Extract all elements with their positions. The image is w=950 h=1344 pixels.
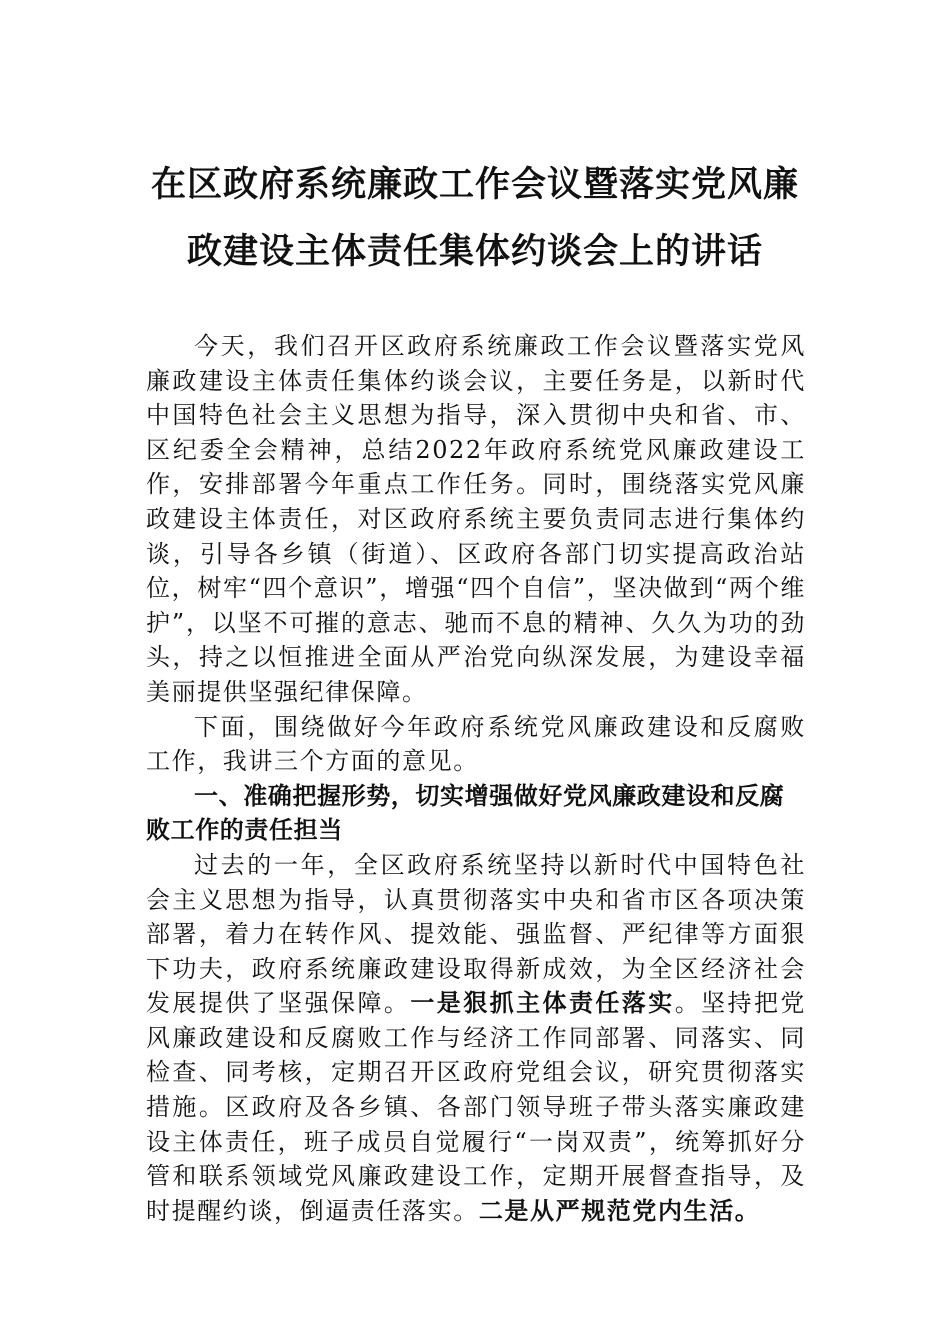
paragraph-review-text-1: 过去的一年，全区政府系统坚持以新时代中国特色社会主义思想为指导，认真贯彻落实中央和省市区各项决策部署，着力在转作风、提效能、强监督、严纪律等方面狠下功夫，政府系统廉政建设取得新成效，为全区经济社会发展提供了坚强保障。 bbox=[146, 850, 806, 1018]
document-body bbox=[146, 329, 806, 1228]
document-title-line-2: 政建设主体责任集体约谈会上的讲话 bbox=[186, 231, 763, 272]
paragraph-review bbox=[146, 848, 806, 1229]
paragraph-review-text-2: 。坚持把党风廉政建设和反腐败工作与经济工作同部署、同落实、同检查、同考核，定期召开区政府党组会议，研究贯彻落实措施。区政府及各乡镇、各部门领导班子带头落实廉政建设主体责任，班子成员自觉履行“一岗双责”，统筹抓好分管和联系领域党风廉政建设工作，定期开展督查指导，及时提醒约谈，倒逼责任落实。 bbox=[146, 989, 807, 1225]
paragraph-outline: 下面，围绕做好今年政府系统党风廉政建设和反腐败工作，我讲三个方面的意见。 bbox=[146, 712, 806, 776]
paragraph-review-bold-1: 一是狠抓主体责任落实 bbox=[410, 988, 675, 1018]
paragraph-intro: 今天，我们召开区政府系统廉政工作会议暨落实党风廉政建设主体责任集体约谈会议，主要任务是，以新时代中国特色社会主义思想为指导，深入贯彻中央和省、市、区纪委全会精神，总结2022年政府系统党风廉政建设工作，安排部署今年重点工作任务。同时，围绕落实党风廉政建设主体责任，对区政府系统主要负责同志进行集体约谈，引导各乡镇（街道）、区政府各部门切实提高政治站位，树牢“四个意识”，增强“四个自信”，坚决做到“两个维护”，以坚不可摧的意志、驰而不息的精神、久久为功的劲头，持之以恒推进全面从严治党向纵深发展，为建设幸福美丽提供坚强纪律保障。 bbox=[146, 332, 806, 706]
section-heading-1: 一、准确把握形势，切实增强做好党风廉政建设和反腐败工作的责任担当 bbox=[146, 781, 785, 845]
paragraph-review-bold-2: 二是从严规范党内生活。 bbox=[478, 1195, 761, 1225]
document-title-line-1: 在区政府系统廉政工作会议暨落实党风廉 bbox=[150, 164, 799, 205]
